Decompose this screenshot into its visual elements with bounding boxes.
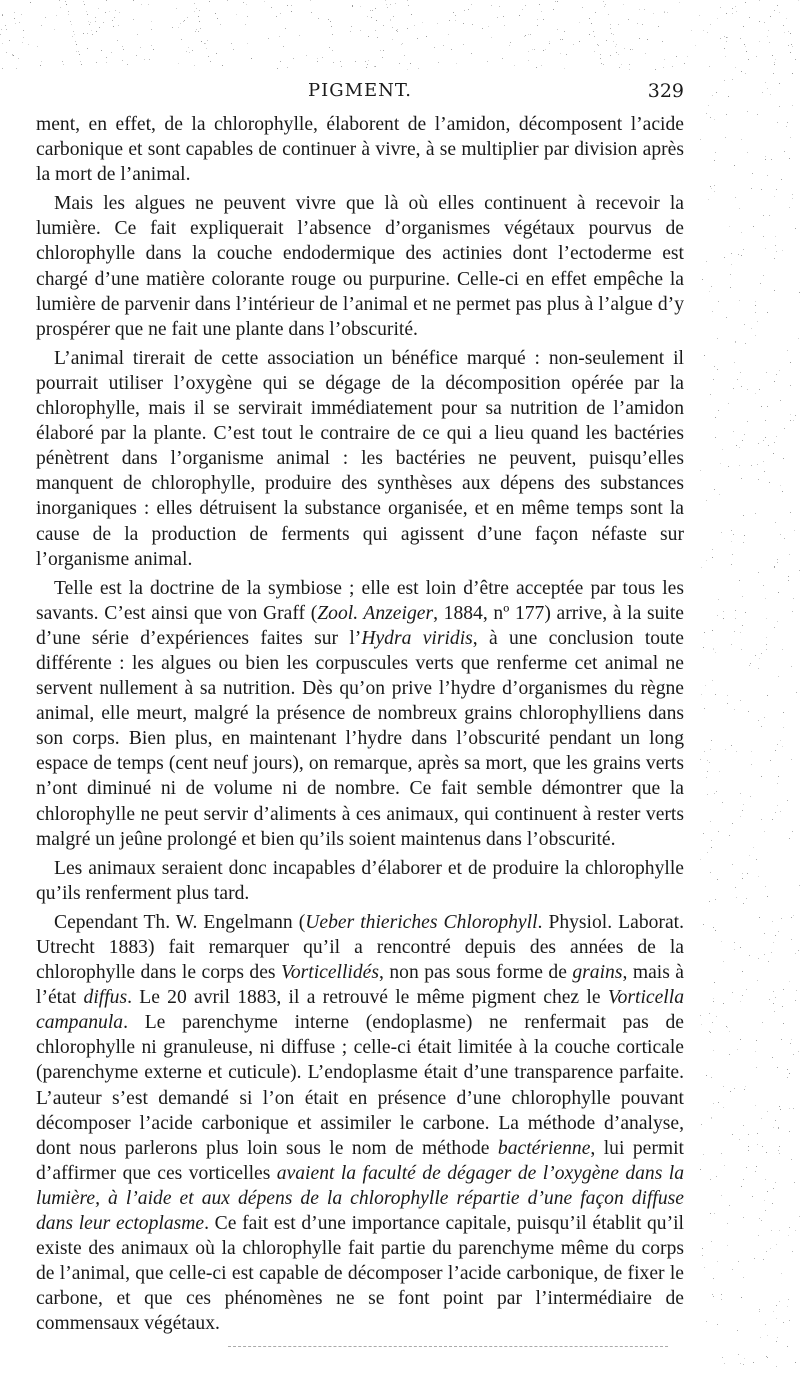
text-run: , à une conclusion toute différente : les algues ou bien les corpuscules verts que renferme cet animal ne servent nullement à sa nutrition. Dès qu’on prive l’hydre d’organismes du règne animal, elle meurt, malgré la présence de nombreux grains chlorophylliens dans son corps. Bien plus, en maintenant l’hydre dans l’obscurité pendant un long espace de temps (cent neuf jours), on remarque, après sa mort, que les grains verts n’ont diminué ni de volume ni de nombre. Ce fait semble démontrer que la chlorophylle ne peut servir d’aliments à ces animaux, qui continuent à rester verts malgré un jeûne prolongé et bien qu’ils soient maintenus dans l’obscurité. [36,627,684,850]
text-run: Cependant Th. W. Engelmann ( [54,911,306,933]
bottom-rule [228,1346,668,1347]
scan-noise-top [0,0,800,70]
text-run: , lui permit d’affirmer que ces vorticelles [36,1137,684,1184]
text-run: Telle est la doctrine de la symbiose ; elle est loin d’être acceptée par tous les savants. C’est ainsi que von Graff ( [36,577,684,624]
paragraph [36,346,684,572]
paragraph [36,576,684,852]
body-text [36,112,684,1341]
italic-text: bactérienne [497,1137,591,1159]
italic-text: grains [572,962,623,984]
scan-noise-right [700,70,800,1370]
italic-text: Zool. Anzeiger [317,602,434,624]
italic-text: avaient la faculté de dégager de l’oxygène dans la lumière, à l’aide et aux dépens de la chlorophylle répartie d’une façon diffuse dans leur ectoplasme [36,1162,684,1235]
text-run: Mais les algues ne peuvent vivre que là où elles continuent à recevoir la lumière. Ce fait expliquerait l’absence d’organismes végétaux pourvus de chlorophylle dans la couche endodermique des actinies dont l’ectoderme est chargé d’une matière colorante rouge ou purpurine. Celle-ci en effet empêche la lumière de parvenir dans l’intérieur de l’animal et ne permet pas plus à l’algue d’y prospérer que ne fait une plante dans l’obscurité. [36,193,684,340]
text-run: . Le parenchyme interne (endoplasme) ne renfermait pas de chlorophylle ni granuleuse, ni diffuse ; celle-ci était limitée à la couche corticale (parenchyme externe et cuticule). L’endoplasme était d’une transparence parfaite. L’auteur s’est demandé si l’on était en présence d’une chlorophylle pouvant décomposer l’acide carbonique et assimiler le carbone. La méthode d’analyse, dont nous parlerons plus loin sous le nom de méthode [36,1012,684,1159]
text-run: , non pas sous forme de [378,962,573,984]
italic-text: Vorticellidés [281,962,379,984]
italic-text: diffus [83,987,128,1009]
text-run: . Physiol. Laborat. Utrecht 1883) fait remarquer qu’il a rencontré depuis des années de la chlorophylle dans le corps des [36,911,684,984]
italic-text: Ueber thieriches Chlorophyll [305,911,538,933]
page-number: 329 [647,80,684,102]
text-run: , mais à l’état [36,962,685,1009]
text-run: ment, en effet, de la chlorophylle, élaborent de l’amidon, décomposent l’acide carbonique et sont capables de continuer à vivre, à se multiplier par division après la mort de l’animal. [36,114,684,186]
italic-text: Hydra viridis [361,627,473,649]
text-run: L’animal tirerait de cette association un bénéfice marqué : non-seulement il pourrait utiliser l’oxygène qui se dégage de la décomposition opérée par la chlorophylle, mais il se servirait immédiatement pour sa nutrition de l’amidon élaboré par la plante. C’est tout le contraire de ce qui a lieu quand les bactéries pénètrent dans l’organisme animal : les bactéries ne peuvent, puisqu’elles manquent de chlorophylle, produire des synthèses aux dépens des substances inorganiques : elles détruisent la substance organisée, et en même temps sont la cause de la production de ferments qui agissent d’une façon néfaste sur l’organisme animal. [36,347,684,570]
paragraph [36,856,684,906]
paragraph [36,112,684,187]
paragraph [36,910,684,1337]
running-title: PIGMENT. [307,80,412,101]
paragraph [36,191,684,342]
page-header [36,80,684,106]
text-run: . Le 20 avril 1883, il a retrouvé le même pigment chez le [127,987,608,1009]
italic-text: Vorticella campanula [36,987,684,1034]
text-run: . Ce fait est d’une importance capitale, puisqu’il établit qu’il existe des animaux où la chlorophylle fait partie du parenchyme même du corps de l’animal, que celle-ci est capable de décomposer l’acide carbonique, de fixer le carbone, et que ces phénomènes ne se font point par l’intermédiaire de commensaux végétaux. [36,1213,684,1335]
text-run: Les animaux seraient donc incapables d’élaborer et de produire la chlorophylle qu’ils renferment plus tard. [36,857,684,904]
text-run: , 1884, nº 177) arrive, à la suite d’une série d’expériences faites sur l’ [36,602,684,649]
